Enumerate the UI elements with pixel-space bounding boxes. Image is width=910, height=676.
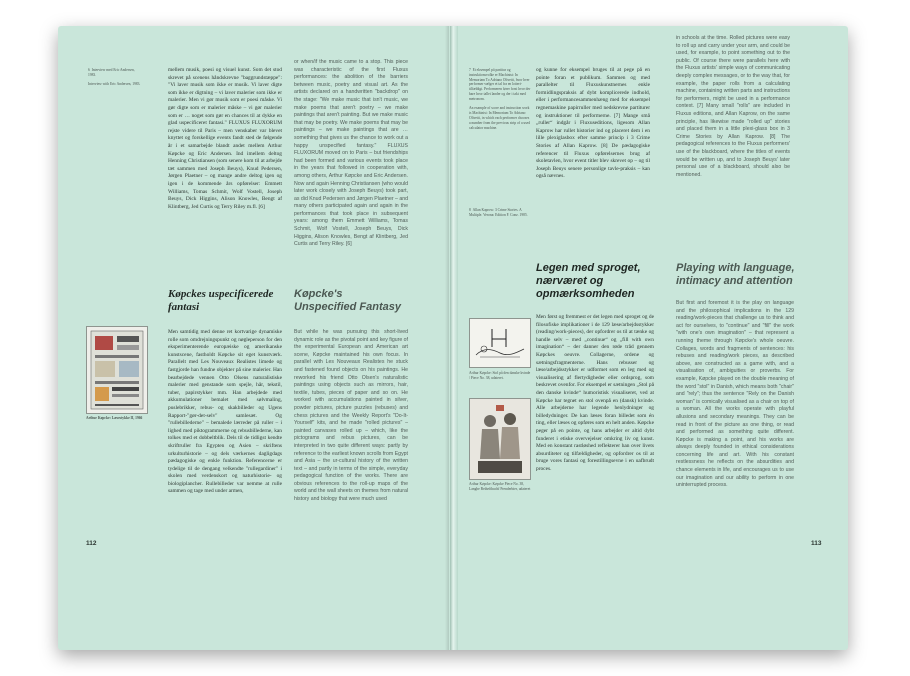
side-note-7: 7 Et eksempel på partitur og instruktionsvolke er Machinist: In Memoriam To Adriano Olivetti, hvor hver performer vælger et tal fra en lotteri-tilfældigt. Performeren fører forst hvor der bare hvor tallet lander og der i takt med metronom. An example of score and instruction work is Machinist: In Memoriam To Adriano Olivetti, in which each performer chooses a number from the previous strip of a used calculator machine.	[469, 68, 531, 130]
heading-english-fantasy: Køpcke's Unspecified Fantasy	[294, 288, 401, 313]
left-col2-text: or when/if the music came to a stop. This piece was characteristic of the first Fluxus performances: the abolition of the barriers between music, poetry and visual art. As the artists declared on a handwritten "backdrop" on the stage: "We make music that isn't music, we make poems that aren't poetry – we make paintings that aren't painting. But we make music that may be poetry. We make poems that may be paintings – we make paintings that are … something that gives us the chance to work out a happy unspecified fantasy." FLUXUS FLUXORUM moved on to Paris – but friendships had been formed and various events took place in the years that followed in cooperation with, among others, Arthur Køpcke and Eric Andersen. Now and again Henning Christiansen (who would later work closely with Joseph Beuys) took part, as did Knud Pedersen and Jørgen Plaetner – and many others participated again and again in the performances that took place in subsequent years: among them Emmett Williams, Tomas Schmit, Wolf Vostell, Joseph Beuys, Dick Higgins, Alison Knowles, Bengt af Klintberg, Jed Curtis and Terry Riley. [6]	[294, 59, 408, 248]
left-page	[58, 26, 452, 650]
side-note-8: 8 Allan Kaprow: 3 Crime Stories. A Multiple. Verona: Edition F. Conz. 1985.	[469, 208, 528, 217]
heading-danish-legen: Legen med sproget, nærværet og opmærksomheden	[536, 262, 641, 300]
heading-english-playing: Playing with language, intimacy and attention	[676, 262, 795, 287]
side-note-6: 6 Interview med Eric Andersen, 1983. Interview with Eric Andersen, 1983.	[88, 68, 141, 87]
figure2-caption: Arthur Køpcke: Køpcke Piece No. 38, Langhe Beiheftbuchf Prenderbier, udateret	[469, 482, 531, 491]
right-page	[455, 26, 848, 650]
heading-danish-fantasi: Køpckes uspecificerede fantasi	[168, 288, 274, 313]
page-number-left: 112	[86, 540, 97, 547]
laesestykke-illustration	[87, 327, 147, 413]
figure-laesestykke	[86, 326, 148, 414]
left-col2-body: But while he was pursuing this short-lived dynamic role as the pivotal point and key figure of the experimental European and American art scene, Køpcke maintained his own focus. In parallel with Les Nouveaux Realistes he stuck and fastened found objects on his paintings. He reworked his friend Otto Olsen's naturalistic paintings using objects such as mirrors, hair, textile, tubes, pieces of paper and so on. He worked with accumulations painted in silver, powder pictures, picture puzzles (rebuses) and chess pictures and the Weekly Report's "Do-It-Yourself" kits, and he made "rolled pictures" – painted canvases rolled up – which, like the pictograms and rebus pictures, can be interpreted in two quite different ways: partly by reference to the earliest known scrolls from Egypt and Asia – the ur-cultural history of the written text – and partly in terms of the simple, everyday pedagogical function of the works. There are obvious references to the roll-up maps of the world and the wall sheets on themes from natural history and biology that were much used	[294, 329, 408, 503]
gutter-shadow	[445, 26, 449, 650]
right-col2-body: But first and foremost it is the play on language and the philosophical implications in the 129 reading/work-pieces that challenge us to think and act for ourselves, to "continue" and "fill" the work "with one's own imagination" – that represent a running theme through Køpcke's whole oeuvre. Collages, words and fragments of sentences: his rebuses and reading/work pieces, as described above, are constructed as a game with, and a visualisation of, ambiguities or proverbs. For example, Køpcke played on the double meaning of the word "stol" in Danish, which means both "chair" and "rely"; thus the sentence "Rely on the Danish woman" is comically visualised as a chair on top of a woman. All the works operate with playful allusions and secondary meanings. They can be read in front of the picture as one thing, or read and performed as something quite different. Køpcke is making a point, and his works are always deeply founded in ethical considerations concerning life and art. With his constant restlessness he reflects on the absurdities and chance elements in life, and encourages us to use our imagination and our ability to perform in one uninterrupted process.	[676, 300, 794, 489]
right-col2-text: in schools at the time. Rolled pictures were easy to roll up and carry under your arm, and could be used, for example, to point something out to the public. Of course there were parallels here with the Fluxus artists' simple ways of communicating deeply complex messages, or to the way that, for example, the paper rolls from a calculating machine, containing written parts and instructions for performers, might be used in a performance context. [7] Many small "rolls" are included in Fluxus editions, and Allan Kaprow, on the same principle, has likewise made "rolled up" stories and placed them in a little plexi-glass box in 3 Crime Stories by Allan Kaprow. [8] The pedagogical references to the Fluxus performers' use of the blackboard, where the titles of events would be written up, and to Joseph Beuys' later personal use of a blackboard, should also be mentioned.	[676, 35, 790, 178]
right-col1-text: og kunne for eksempel bruges til at pege på en pointe foran et publikum. Sammen og med parallelter til Fluxuskunstnernes enkle formidlingspraksis af dybt komplicerede indhold, eller i performancesammenhæng med for eksempel regnemaskine papirruller med nedskrevne partiturer og instruktioner til performerne. [7] Mange små „ruller“ indgår i Fluxuseditions, ligesom Allan Kaprow har rullet historier ind og placeret dem i en lille plexiglasbox efter samme princip i 3 Crime Stories af Allan Kaprow. [8] De pædagogiske referencer til Fluxus opførelsernes brug af skoletavlen, hvor event titler blev skrevet op – og til Joseph Beuys senere personlige tavle-praksis – kan også nævnes.	[536, 67, 650, 180]
right-col1-body: Men først og fremmest er det legen med sproget og de filosofiske implikationer i de 129 læse/arbejdsstykker (reading/work-pieces), der opfordrer os til at tænke og handle selv – med „continue“ og „fill with own imagination“ – der danner den røde tråd gennem Køpckes oeuvre. Collagerne, ordene og sætningsfragmenterne. Hans rebusser og læse/arbejdsstykker er udformet som en leg med og visualisering af flertydigheder eller ordsprog, som beskrevet ovenfor. For eksempel er sætningen „Stol på den danske kvinde“ humoristisk visualiseret, ved at Køpcke har tegnet en stol ovenpå en (dansk) kvinde. Alle arbejderne har legende henlydninger og billedydninger. De kan læses foran billedet som én ting, eller læses og opføres som en helt anden. Køpcke peger på en pointe, og hans arbejder er altid dybt funderet i etiske overvejelser omkring liv og kunst. Med en konstant rastløshed reflekterer han over livets absurditeter og tilfældigheder, og opfordrer os til at bruge vores fantasi og forestillingsevne i en uafbrudt proces.	[536, 314, 654, 472]
left-col1-text: mellem musik, poesi og visuel kunst. Som det stod skrevet på scenens håndskrevne "baggrundstæppe": "Vi laver musik som ikke er musik. Vi laver digte som ikke er digtning – vi laver malerier som ikke er malerier. Men vi gør musik som er poesi måske. Vi gør digte som er malerier måske – vi gør malerier som er … noget som gør en chances til at dykke en glad uspecificeret fantasi." FLUXUS FLUXORUM rejste videre til Paris – men venskaber var blevet knyttet og forskellige events fandt sted de følgende år i et samarbejde blandt andet mellem Arthur Køpcke og Eric Andersen. Ind imellem deltog Henning Christiansen (som senere kom til at arbejde tæt sammen med Joseph Beuys), Knud Pedersen, Jørgen Plaetner – og mange andre deltog igen og igen i de kommende års opførelser: Emmett Williams, Tomas Schmit, Wolf Vostell, Joseph Beuys, Dick Higgins, Alison Knowles, Bengt af Klintberg, Jed Curtis og Terry Riley m.fl. [6]	[168, 67, 282, 210]
figure-caption-laesestykke: Arthur Køpcke: Læsestykke II, 1966	[86, 416, 143, 420]
figure-stol	[469, 318, 531, 368]
chair-on-woman-drawing	[470, 319, 530, 367]
figure1-caption: Arthur Køpcke: Stol på den danske kvinde / Piece No. 38, udateret.	[469, 371, 531, 380]
figure-piece-38	[469, 398, 531, 480]
page-number-right: 113	[811, 540, 822, 547]
book-spine-gutter	[450, 26, 458, 650]
piece-38-figures	[470, 399, 530, 479]
left-col1-body: Men samtidig med denne ret kortvarige dynamiske rolle som omdrejningspunkt og nøgleperson for den eksperimenterende europæiske og amerikanske kunstscene, fastholdt Køpcke sit eget kunstværk. Parallelt med Les Nouveaux Realistes limede og fastgjorde han fundne objekter på sine malerier. Han bearbejdede vennen Otto Olsens naturalistiske malerier med genstande som spejle, hår, tekstil, tuber, papirstykker mm. Han arbejdede med akkumulationer bemalet med sølvmaling, puslebrikker, rebus- og skakbilleder og Ugens Rapport-"gør-det-selv" samlesæt. Og "rullebillederne" – bemalede lærreder på ruller – i lighed med piktogrammerne og rebusbillederne, kan tolkes med et dobbeltblik. Dels til de tidligst kendte skriftruller fra Egypten og Asien – skriftens urkulturhistorie – og dels værkernes dagligdags pædagogiske og enkle funktion. Referencerne er tydelige til de dengang velkendte "rullegardiner" i skolen med verdenskort og naturhistorie- og biologiplancher. Rullebilleder var nemme at rulle sammen og tage med under armen,	[168, 329, 282, 495]
